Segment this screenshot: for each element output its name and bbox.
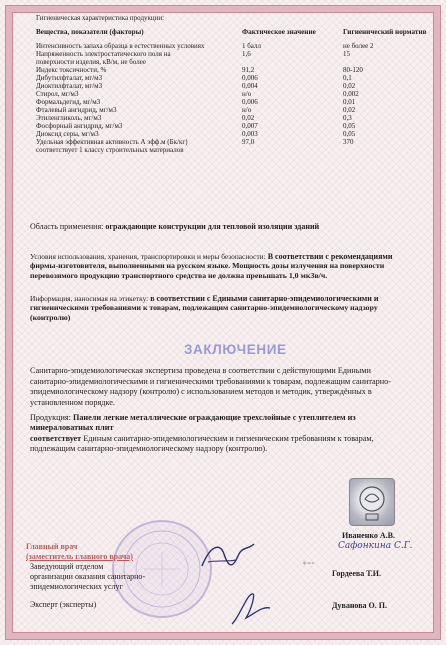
table-cell-norm: 0,01: [343, 98, 356, 106]
table-cell-substance: Дибутилфталат, мг/м3: [36, 74, 103, 82]
product-line-2: минераловатных плит: [30, 423, 114, 433]
header-caption: Гигиеническая характеристика продукции:: [36, 14, 165, 22]
product-line-1: Панели легкие металлические ограждающие трехслойные с утеплителем из: [72, 413, 356, 422]
table-cell-substance: Диоксид серы, мг/м3: [36, 130, 99, 138]
conclusion-paragraph: [30, 366, 391, 408]
conditions-line-3: перевозимого продукцию транспортного средства не должна превышать 1,0 мкЗв/ч.: [30, 270, 328, 280]
table-cell-substance: Напряженность электростатического поля на: [36, 50, 171, 58]
table-cell-actual: н/о: [242, 90, 252, 98]
table-cell-norm: 0,3: [343, 114, 352, 122]
table-cell-norm: 15: [343, 50, 350, 58]
table-cell-substance: поверхности изделия, кВ/м, не более: [36, 58, 146, 66]
table-cell-actual: 0,004: [242, 82, 258, 90]
table-cell-norm: 0,002: [343, 90, 359, 98]
table-cell-norm: 370: [343, 138, 354, 146]
signature-chief-icon: [198, 536, 258, 576]
dept-head-label-1: Заведующий отделом: [30, 562, 104, 571]
chief-doctor-label: Главный врач: [26, 542, 78, 551]
product-block: [30, 413, 374, 455]
deputy-label: (заместитель главного врача): [26, 552, 133, 561]
table-cell-norm: не более 2: [343, 42, 374, 50]
conclusion-title: ЗАКЛЮЧЕНИЕ: [184, 342, 287, 357]
table-cell-actual: 0,003: [242, 130, 258, 138]
conclusion-line: Санитарно-эпидемиологическая экспертиза проведена в соответствии с действующими Едиными: [30, 366, 371, 375]
product-line-4: подлежащим санитарно-эпидемиологическому надзору (контролю).: [30, 444, 268, 454]
table-cell-substance: Фталевый ангидрид, мг/м3: [36, 106, 117, 114]
table-cell-norm: 0,02: [343, 82, 356, 90]
product-label: Продукция:: [30, 413, 71, 422]
dept-head-label-2: организации оказания санитарно-: [30, 572, 146, 581]
table-cell-substance: Формальдегид, мг/м3: [36, 98, 101, 106]
name-duvanova: Дуванова О. П.: [332, 601, 387, 610]
conclusion-line: эпидемиологическому надзору (контролю) с использованием методов и методик, утверждённых в: [30, 387, 372, 396]
column-header-substance: Вещества, показатели (факторы): [36, 28, 144, 36]
table-cell-actual: н/о: [242, 106, 252, 114]
conditions-label: Условия использования, хранения, транспортировки и меры безопасности:: [30, 252, 266, 261]
document-content: [16, 12, 430, 632]
scope-label: Область применения:: [30, 222, 104, 231]
table-cell-norm: 0,05: [343, 130, 356, 138]
table-cell-substance: Этиленгликоль, мг/м3: [36, 114, 102, 122]
label-info-block: [30, 294, 425, 322]
table-cell-actual: 0,02: [242, 114, 255, 122]
table-cell-norm: 0,1: [343, 74, 352, 82]
fio-caption: ф. и.о.: [303, 560, 316, 565]
round-stamp-icon: [112, 520, 212, 618]
name-gordeeva: Гордеева Т.И.: [332, 569, 381, 578]
conditions-line-2: фирмы-изготовителя, выполненными на русском языке. Мощность дозы излучения на поверхности: [30, 261, 385, 271]
label-info-line-1: в соответствии с Едиными санитарно-эпидемиологическими и: [150, 294, 379, 303]
conditions-block: [30, 252, 425, 280]
scope-line: [30, 222, 319, 231]
table-cell-substance: соответствует 1 классу строительных материалов: [36, 146, 184, 154]
column-header-norm: Гигиенический норматив: [343, 28, 427, 36]
conclusion-line: санитарно-эпидемиологическими и гигиеническими требованиями к товарам, подлежащим санитарно-: [30, 376, 391, 386]
table-cell-substance: Удельная эффективная активность А эфф.м (Бк/кг): [36, 138, 188, 146]
column-header-actual: Фактическое значение: [242, 28, 316, 36]
table-cell-substance: Индекс токсичности, %: [36, 66, 107, 74]
expert-label: Эксперт (эксперты): [30, 600, 97, 609]
table-cell-substance: Фосфорный ангидрид, мг/м3: [36, 122, 123, 130]
conclusion-line: установленном порядке.: [30, 397, 115, 407]
signature-head-icon: [226, 588, 276, 630]
name-ivanenko: Иваненко А.В.: [342, 531, 395, 540]
table-cell-substance: Диоктилфталат, мг/м3: [36, 82, 103, 90]
label-info-line-2: гигиеническими требованиями к товарам, подлежащим санитарно-эпидемиологическому надзору: [30, 303, 378, 313]
label-info-label: Информация, наносимая на этикетку:: [30, 294, 149, 303]
label-info-line-3: (контролю): [30, 312, 71, 322]
table-cell-norm: 80-120: [343, 66, 363, 74]
table-cell-actual: 1,6: [242, 50, 251, 58]
table-cell-actual: 0,007: [242, 122, 258, 130]
table-cell-substance: Интенсивность запаха образца в естественных условиях: [36, 42, 205, 50]
hologram-emblem-icon: [349, 478, 395, 526]
name-handwritten: Сафонкина С.Г.: [338, 541, 413, 551]
table-cell-norm: 0,05: [343, 122, 356, 130]
product-line-3: Единым санитарно-эпидемиологическим и гигиеническим требованиям к товарам,: [83, 433, 374, 443]
table-cell-actual: 91,2: [242, 66, 255, 74]
table-cell-actual: 97,0: [242, 138, 255, 146]
scope-value: ограждающие конструкции для тепловой изоляции зданий: [105, 222, 320, 231]
table-cell-actual: 1 балл: [242, 42, 261, 50]
table-cell-norm: 0,02: [343, 106, 356, 114]
table-cell-actual: 0,006: [242, 74, 258, 82]
table-cell-actual: 0,006: [242, 98, 258, 106]
conditions-line-1: В соответствии с рекомендациями: [267, 252, 393, 261]
product-compliance-word: соответствует: [30, 433, 82, 443]
table-cell-substance: Стирол, мг/м3: [36, 90, 79, 98]
dept-head-label-3: эпидемиологических услуг: [30, 582, 123, 591]
